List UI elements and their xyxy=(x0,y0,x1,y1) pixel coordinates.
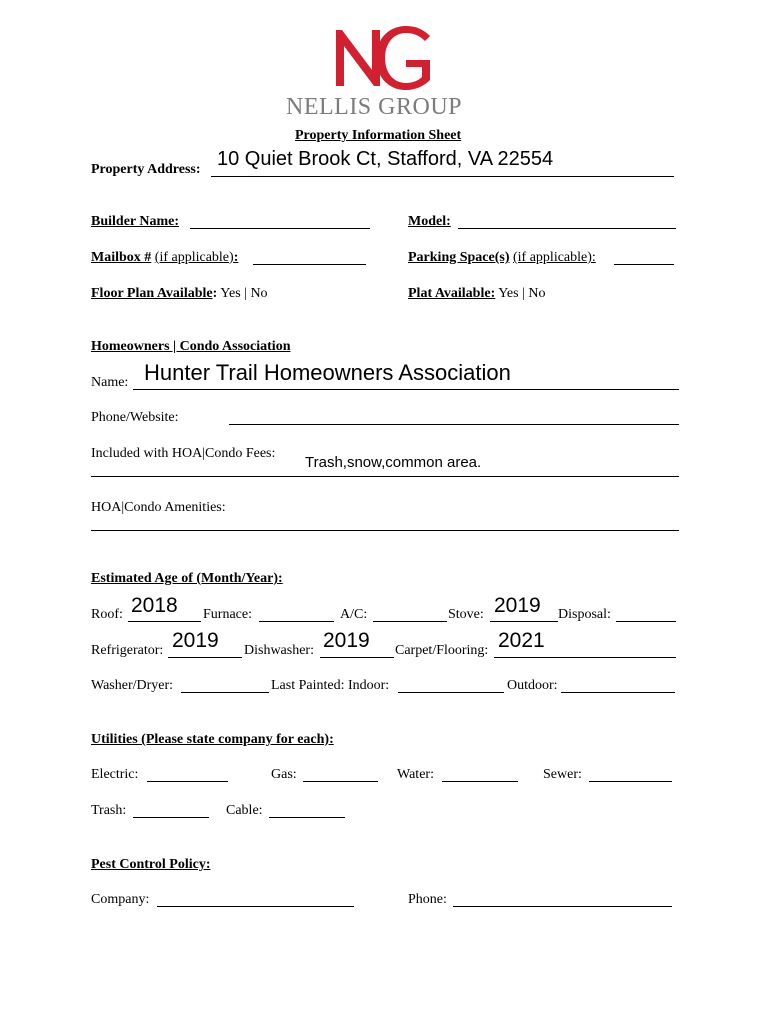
hoa-heading: Homeowners | Condo Association xyxy=(91,339,291,354)
stove-line[interactable] xyxy=(490,621,558,622)
pest-phone-line[interactable] xyxy=(453,906,672,907)
dishwasher-label: Dishwasher: xyxy=(244,643,314,658)
floor-plan-options[interactable]: Yes | No xyxy=(220,286,268,301)
painted-indoor-line[interactable] xyxy=(398,692,504,693)
parking-note: (if applicable): xyxy=(513,250,596,265)
sewer-label: Sewer: xyxy=(543,767,582,782)
roof-value[interactable]: 2018 xyxy=(131,594,178,617)
cable-line[interactable] xyxy=(269,817,345,818)
hoa-phone-label: Phone/Website: xyxy=(91,410,179,425)
sewer-line[interactable] xyxy=(589,781,672,782)
gas-label: Gas: xyxy=(271,767,297,782)
mailbox-note: (if applicable) xyxy=(154,250,234,265)
floor-plan-group xyxy=(91,286,268,302)
dishwasher-value[interactable]: 2019 xyxy=(323,629,370,652)
ac-label: A/C: xyxy=(340,607,368,622)
model-line[interactable] xyxy=(458,228,676,229)
pest-company-label: Company: xyxy=(91,892,150,907)
builder-name-line[interactable] xyxy=(190,228,370,229)
parking-label-group xyxy=(408,250,596,266)
parking-label: Parking Space(s) xyxy=(408,250,510,265)
hoa-fees-line[interactable] xyxy=(91,476,679,477)
furnace-line[interactable] xyxy=(259,621,334,622)
carpet-label: Carpet/Flooring: xyxy=(395,643,489,658)
floor-plan-label: Floor Plan Available xyxy=(91,286,213,301)
furnace-label: Furnace: xyxy=(203,607,252,622)
gas-line[interactable] xyxy=(303,781,378,782)
pest-company-line[interactable] xyxy=(157,906,354,907)
property-address-line[interactable] xyxy=(211,176,674,177)
stove-label: Stove: xyxy=(448,607,484,622)
plat-group xyxy=(408,286,546,302)
carpet-line[interactable] xyxy=(494,657,676,658)
water-label: Water: xyxy=(397,767,434,782)
ng-logo-mark xyxy=(330,22,440,94)
hoa-name-label: Name: xyxy=(91,375,129,390)
trash-label: Trash: xyxy=(91,803,127,818)
utilities-heading: Utilities (Please state company for each): xyxy=(91,732,334,747)
model-label: Model: xyxy=(408,214,451,229)
roof-line[interactable] xyxy=(128,621,201,622)
pest-phone-label: Phone: xyxy=(408,892,447,907)
plat-label: Plat Available: xyxy=(408,286,496,301)
painted-outdoor-label: Outdoor: xyxy=(507,678,558,693)
trash-line[interactable] xyxy=(133,817,209,818)
logo-company-name: NELLIS GROUP xyxy=(286,94,463,120)
refrigerator-label: Refrigerator: xyxy=(91,643,164,658)
electric-line[interactable] xyxy=(147,781,228,782)
water-line[interactable] xyxy=(442,781,518,782)
refrigerator-value[interactable]: 2019 xyxy=(172,629,219,652)
stove-value[interactable]: 2019 xyxy=(494,594,541,617)
hoa-name-line[interactable] xyxy=(133,389,679,390)
carpet-value[interactable]: 2021 xyxy=(498,629,545,652)
cable-label: Cable: xyxy=(226,803,263,818)
plat-options[interactable]: Yes | No xyxy=(498,286,546,301)
floor-plan-colon: : xyxy=(212,286,218,301)
ac-line[interactable] xyxy=(373,621,447,622)
disposal-label: Disposal: xyxy=(558,607,611,622)
painted-indoor-label: Last Painted: Indoor: xyxy=(271,678,390,693)
hoa-fees-label: Included with HOA|Condo Fees: xyxy=(91,446,276,461)
hoa-amenities-line[interactable] xyxy=(91,530,679,531)
electric-label: Electric: xyxy=(91,767,139,782)
hoa-fees-value[interactable]: Trash,snow,common area. xyxy=(305,454,482,471)
painted-outdoor-line[interactable] xyxy=(561,692,675,693)
mailbox-label-group xyxy=(91,250,238,266)
mailbox-colon: : xyxy=(233,250,239,265)
roof-label: Roof: xyxy=(91,607,123,622)
property-address-value[interactable]: 10 Quiet Brook Ct, Stafford, VA 22554 xyxy=(217,148,554,170)
hoa-amenities-label: HOA|Condo Amenities: xyxy=(91,500,226,515)
sheet-title: Property Information Sheet xyxy=(295,128,462,143)
washer-label: Washer/Dryer: xyxy=(91,678,174,693)
washer-line[interactable] xyxy=(181,692,269,693)
hoa-phone-line[interactable] xyxy=(229,424,679,425)
builder-name-label: Builder Name: xyxy=(91,214,180,229)
parking-line[interactable] xyxy=(614,264,674,265)
refrigerator-line[interactable] xyxy=(168,657,242,658)
pest-heading: Pest Control Policy: xyxy=(91,857,211,872)
property-address-label: Property Address: xyxy=(91,162,201,177)
mailbox-line[interactable] xyxy=(253,264,366,265)
disposal-line[interactable] xyxy=(616,621,676,622)
age-heading: Estimated Age of (Month/Year): xyxy=(91,571,283,586)
dishwasher-line[interactable] xyxy=(320,657,394,658)
mailbox-label: Mailbox # xyxy=(91,250,152,265)
hoa-name-value[interactable]: Hunter Trail Homeowners Association xyxy=(144,360,511,385)
